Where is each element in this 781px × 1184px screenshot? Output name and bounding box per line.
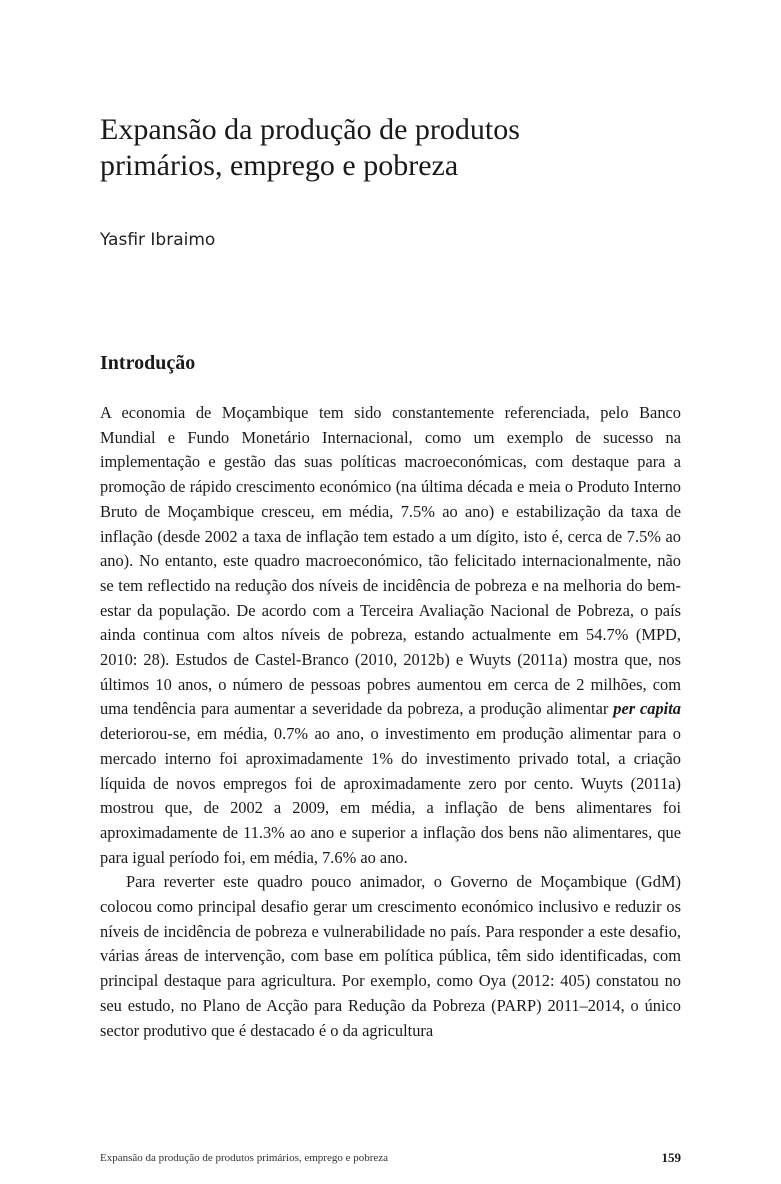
paragraph-1-part-b: deteriorou-se, em média, 0.7% ao ano, o investimento em produção alimentar para o mercado interno foi aproximadamente 1% do investimento privado total, a criação líquida de novos empregos foi de aproximadamente zero por cento. Wuyts (2011a) mostrou que, de 2002 a 2009, em média, a inflação de bens alimentares foi aproximadamente de 11.3% ao ano e superior a inflação dos bens não alimentares, que para igual período foi, em média, 7.6% ao ano. [100, 724, 681, 867]
page-number: 159 [661, 1150, 681, 1165]
emphasis-term: per capita [613, 699, 681, 719]
section-heading: Introdução [100, 352, 196, 374]
running-footer: Expansão da produção de produtos primários, emprego e pobreza [100, 1152, 389, 1164]
body-text [100, 401, 681, 1043]
paragraph-2: Para reverter este quadro pouco animador, o Governo de Moçambique (GdM) colocou como principal desafio gerar um crescimento económico inclusivo e reduzir os níveis de incidência de pobreza e vulnerabilidade no país. Para responder a este desafio, várias áreas de intervenção, com base em política pública, têm sido identificadas, com principal destaque para agricultura. Por exemplo, como Oya (2012: 405) constatou no seu estudo, no Plano de Acção para Redução da Pobreza (PARP) 2011–2014, o único sector produtivo que é destacado é o da agricultura [100, 872, 681, 1040]
chapter-title-line-2: primários, emprego e pobreza [100, 149, 459, 182]
paragraph-1 [100, 401, 681, 870]
paragraph-1-part-a: A economia de Moçambique tem sido constantemente referenciada, pelo Banco Mundial e Fundo Monetário Internacional, como um exemplo de sucesso na implementação e gestão das suas políticas macroeconómicas, com destaque para a promoção de rápido crescimento económico (na última década e meia o Produto Interno Bruto de Moçambique cresceu, em média, 7.5% ao ano) e estabilização da taxa de inflação (desde 2002 a taxa de inflação tem estado a um dígito, isto é, cerca de 7.5% ao ano). No entanto, este quadro macroeconómico, tão felicitado internacionalmente, não se tem reflectido na redução dos níveis de incidência de pobreza e na melhoria do bem-estar da população. De acordo com a Terceira Avaliação Nacional de Pobreza, o país ainda continua com altos níveis de pobreza, estando actualmente em 54.7% (MPD, 2010: 28). Estudos de Castel-Branco (2010, 2012b) e Wuyts (2011a) mostra que, nos últimos 10 anos, o número de pessoas pobres aumentou em cerca de 2 milhões, com uma tendência para aumentar a severidade da pobreza, a produção alimentar [100, 403, 681, 719]
author-name: Yasfir Ibraimo [100, 230, 216, 250]
chapter-title-line-1: Expansão da produção de produtos [100, 113, 520, 146]
chapter-title [100, 112, 690, 184]
